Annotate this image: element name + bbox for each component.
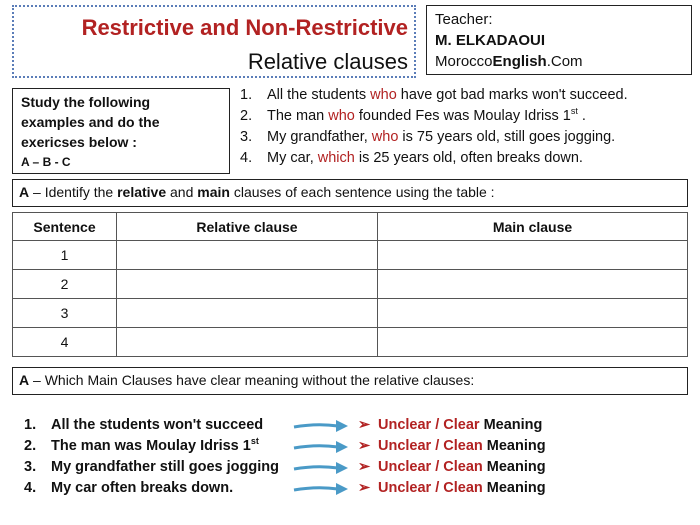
main-clause-item: 2. The man was Moulay Idriss 1st	[24, 436, 259, 454]
table-header: Main clause	[378, 213, 688, 241]
page-title: Restrictive and Non-Restrictive	[81, 15, 408, 40]
arrows-column	[292, 417, 350, 501]
study-sections: A – B - C	[21, 155, 71, 169]
row-number: 1	[13, 241, 117, 270]
study-line: Study the following	[21, 94, 151, 110]
section-a-instruction: A – Identify the relative and main clauses of each sentence using the table :	[12, 179, 688, 207]
arrow-right-icon	[292, 480, 350, 498]
meaning-option[interactable]: ➢ Unclear / Clean Meaning	[358, 436, 546, 457]
table-row	[13, 241, 688, 270]
example-sentence: 3. My grandfather, who is 75 years old, still goes jogging.	[240, 129, 616, 145]
example-sentence: 1. All the students who have got bad marks won't succeed.	[240, 87, 628, 103]
example-sentence: 2. The man who founded Fes was Moulay Idriss 1st .	[240, 106, 586, 124]
row-number: 3	[13, 299, 117, 328]
table-row	[13, 299, 688, 328]
table-header: Sentence	[13, 213, 117, 241]
example-sentences	[240, 85, 628, 169]
main-clause-item: 1. All the students won't succeed	[24, 417, 264, 433]
clauses-table	[12, 212, 688, 357]
main-clause-item: 3. My grandfather still goes jogging	[24, 459, 279, 475]
meaning-option[interactable]: ➢ Unclear / Clean Meaning	[358, 478, 546, 499]
study-instructions-box	[12, 88, 230, 174]
meaning-options-list	[358, 415, 546, 499]
main-clause-cell[interactable]	[378, 328, 688, 357]
main-clause-cell[interactable]	[378, 270, 688, 299]
row-number: 2	[13, 270, 117, 299]
chevron-bullet-icon: ➢	[358, 417, 371, 433]
arrow-right-icon	[292, 459, 350, 477]
row-number: 4	[13, 328, 117, 357]
relative-clause-cell[interactable]	[117, 270, 378, 299]
page-subtitle: Relative clauses	[247, 49, 408, 74]
table-row	[13, 328, 688, 357]
meaning-option[interactable]: ➢ Unclear / Clear Meaning	[358, 415, 546, 436]
main-clause-cell[interactable]	[378, 299, 688, 328]
arrow-right-icon	[292, 438, 350, 456]
main-clause-cell[interactable]	[378, 241, 688, 270]
study-line: examples and do the	[21, 114, 160, 130]
chevron-bullet-icon: ➢	[358, 438, 371, 454]
teacher-site: MoroccoEnglish.Com	[435, 53, 583, 70]
teacher-box	[426, 5, 692, 75]
example-sentence: 4. My car, which is 25 years old, often breaks down.	[240, 150, 583, 166]
main-clauses-list	[24, 415, 279, 499]
teacher-name: M. ELKADAOUI	[435, 32, 545, 49]
title-box	[12, 5, 416, 78]
main-clause-item: 4. My car often breaks down.	[24, 480, 234, 496]
table-header: Relative clause	[117, 213, 378, 241]
chevron-bullet-icon: ➢	[358, 459, 371, 475]
meaning-option[interactable]: ➢ Unclear / Clean Meaning	[358, 457, 546, 478]
arrow-right-icon	[292, 417, 350, 435]
teacher-label: Teacher:	[435, 11, 493, 28]
section-b-instruction: A – Which Main Clauses have clear meaning without the relative clauses:	[12, 367, 688, 395]
chevron-bullet-icon: ➢	[358, 480, 371, 496]
table-header-row	[13, 213, 688, 241]
relative-clause-cell[interactable]	[117, 328, 378, 357]
relative-clause-cell[interactable]	[117, 241, 378, 270]
relative-clause-cell[interactable]	[117, 299, 378, 328]
study-line: exericses below :	[21, 134, 137, 150]
table-row	[13, 270, 688, 299]
